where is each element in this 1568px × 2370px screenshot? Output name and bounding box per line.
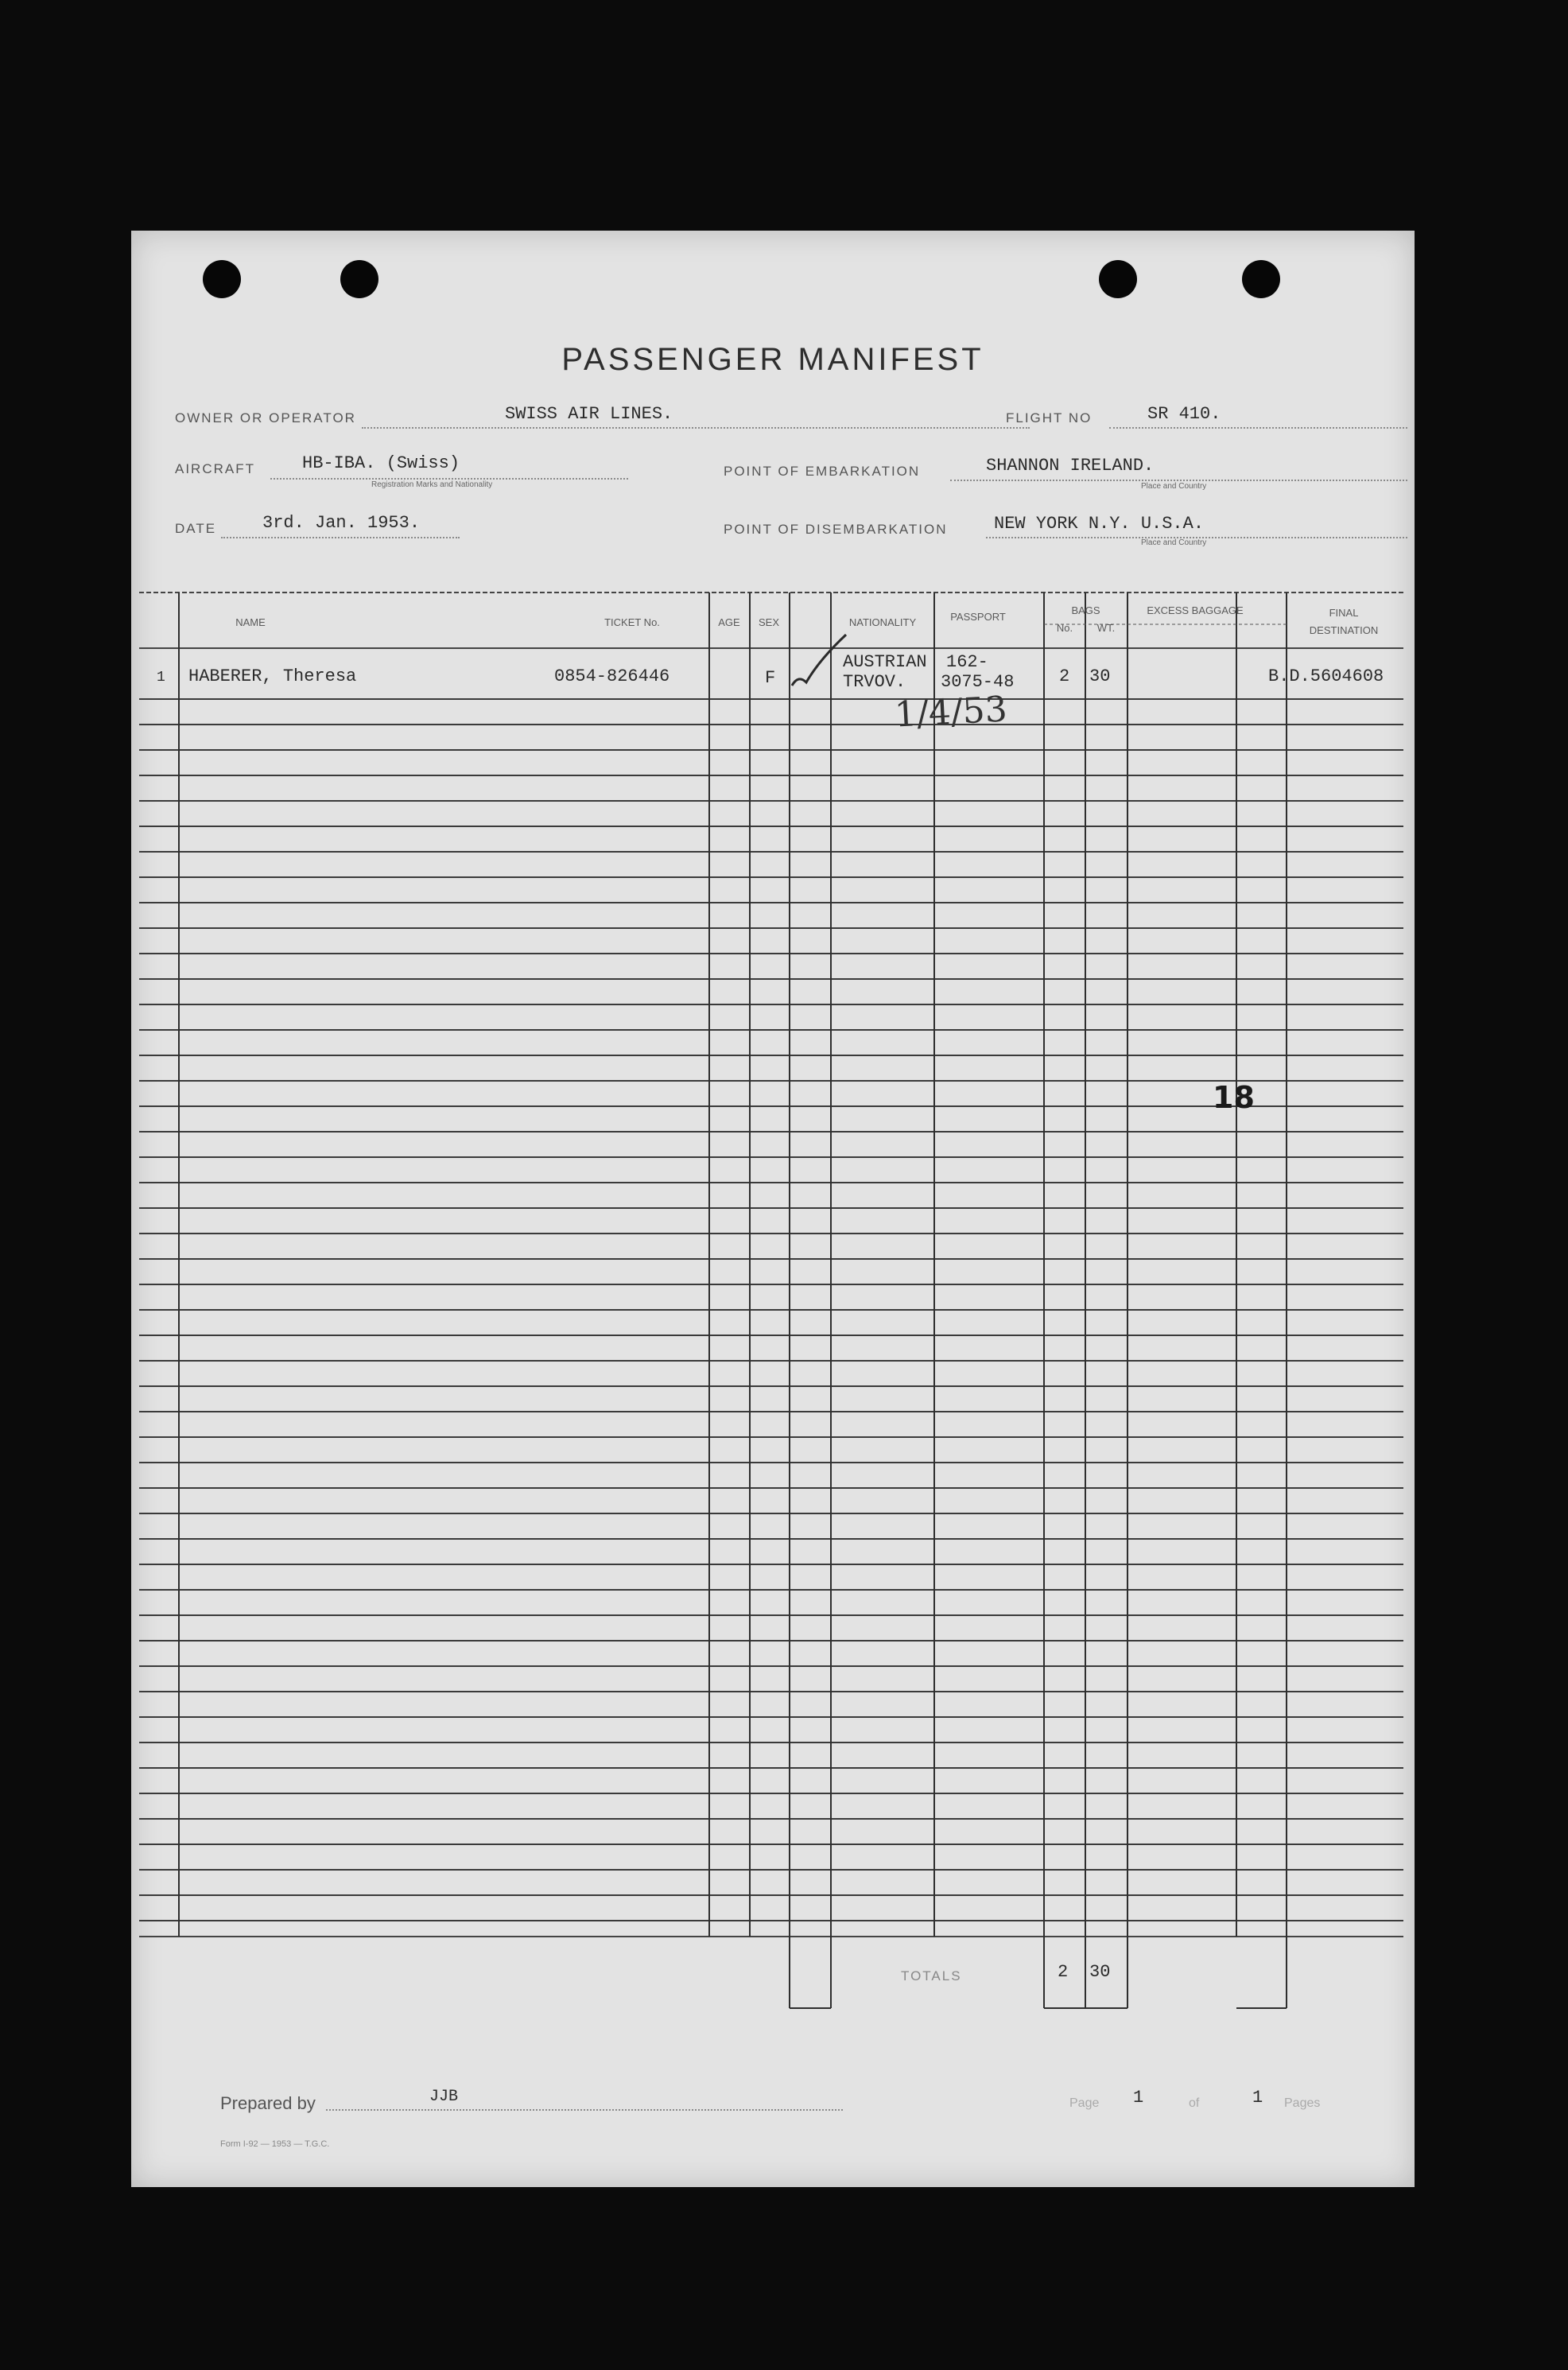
embarkation-value: SHANNON IRELAND. — [986, 456, 1155, 476]
col-header-passport: PASSPORT — [950, 611, 1006, 623]
passenger-passport-line1: 162- — [946, 652, 988, 672]
page-of-label: of — [1189, 2096, 1200, 2110]
handwritten-checkmark-icon — [787, 628, 851, 700]
manifest-sheet — [131, 231, 1415, 2187]
page-title: PASSENGER MANIFEST — [561, 342, 984, 377]
page-total: 1 — [1252, 2088, 1263, 2108]
col-header-sex: SEX — [758, 616, 779, 628]
manifest-table-grid — [131, 231, 1415, 2187]
totals-bags-wt: 30 — [1089, 1962, 1111, 1982]
flight-label: FLIGHT NO — [1006, 410, 1093, 425]
aircraft-value: HB-IBA. (Swiss) — [302, 453, 460, 473]
col-header-bags-no: No. — [1056, 622, 1073, 634]
passenger-sex: F — [765, 668, 776, 688]
passenger-bags-wt: 30 — [1089, 666, 1111, 686]
embarkation-label: POINT OF EMBARKATION — [724, 464, 921, 479]
flight-value: SR 410. — [1147, 404, 1221, 424]
handwritten-number: 18 — [1213, 1080, 1255, 1115]
aircraft-label: AIRCRAFT — [175, 461, 255, 476]
date-value: 3rd. Jan. 1953. — [262, 513, 421, 533]
prepared-by-dotted-line — [326, 2109, 843, 2111]
col-header-ticket: TICKET No. — [604, 616, 660, 628]
passenger-ticket: 0854-826446 — [554, 666, 670, 686]
totals-label: TOTALS — [901, 1968, 962, 1983]
disembarkation-caption: Place and Country — [1141, 538, 1207, 547]
passenger-name: HABERER, Theresa — [188, 666, 357, 686]
page-suffix: Pages — [1284, 2096, 1321, 2110]
col-header-name: NAME — [235, 616, 266, 628]
page-label: Page — [1069, 2096, 1100, 2110]
form-code: Form I-92 — 1953 — T.G.C. — [220, 2139, 330, 2149]
passenger-nationality-line2: TRVOV. — [843, 672, 906, 692]
owner-label: OWNER OR OPERATOR — [175, 410, 356, 425]
passenger-destination: B.D.5604608 — [1268, 666, 1384, 686]
passenger-nationality-line1: AUSTRIAN — [843, 652, 927, 672]
disembarkation-label: POINT OF DISEMBARKATION — [724, 522, 948, 537]
col-header-nationality: NATIONALITY — [848, 616, 917, 628]
col-header-final-destination: FINAL DESTINATION — [1309, 607, 1379, 636]
prepared-by-label: Prepared by — [220, 2093, 316, 2113]
page-number: 1 — [1133, 2088, 1144, 2108]
disembarkation-value: NEW YORK N.Y. U.S.A. — [994, 514, 1205, 534]
passenger-bags-no: 2 — [1059, 666, 1070, 686]
col-header-bags-wt: WT. — [1096, 622, 1116, 634]
prepared-by-value: JJB — [429, 2088, 459, 2106]
totals-bags-no: 2 — [1058, 1962, 1069, 1982]
date-label: DATE — [175, 521, 217, 536]
col-header-bags: BAGS — [1071, 604, 1100, 616]
embarkation-caption: Place and Country — [1141, 482, 1207, 491]
row-marker: 1 — [157, 670, 165, 686]
handwritten-date-note: 1/4/53 — [893, 689, 1008, 736]
owner-value: SWISS AIR LINES. — [505, 404, 673, 424]
col-header-age: AGE — [718, 616, 740, 628]
passenger-passport-line2: 3075-48 — [941, 672, 1015, 692]
col-header-excess-baggage: EXCESS BAGGAGE — [1147, 604, 1244, 616]
aircraft-caption: Registration Marks and Nationality — [371, 480, 493, 489]
